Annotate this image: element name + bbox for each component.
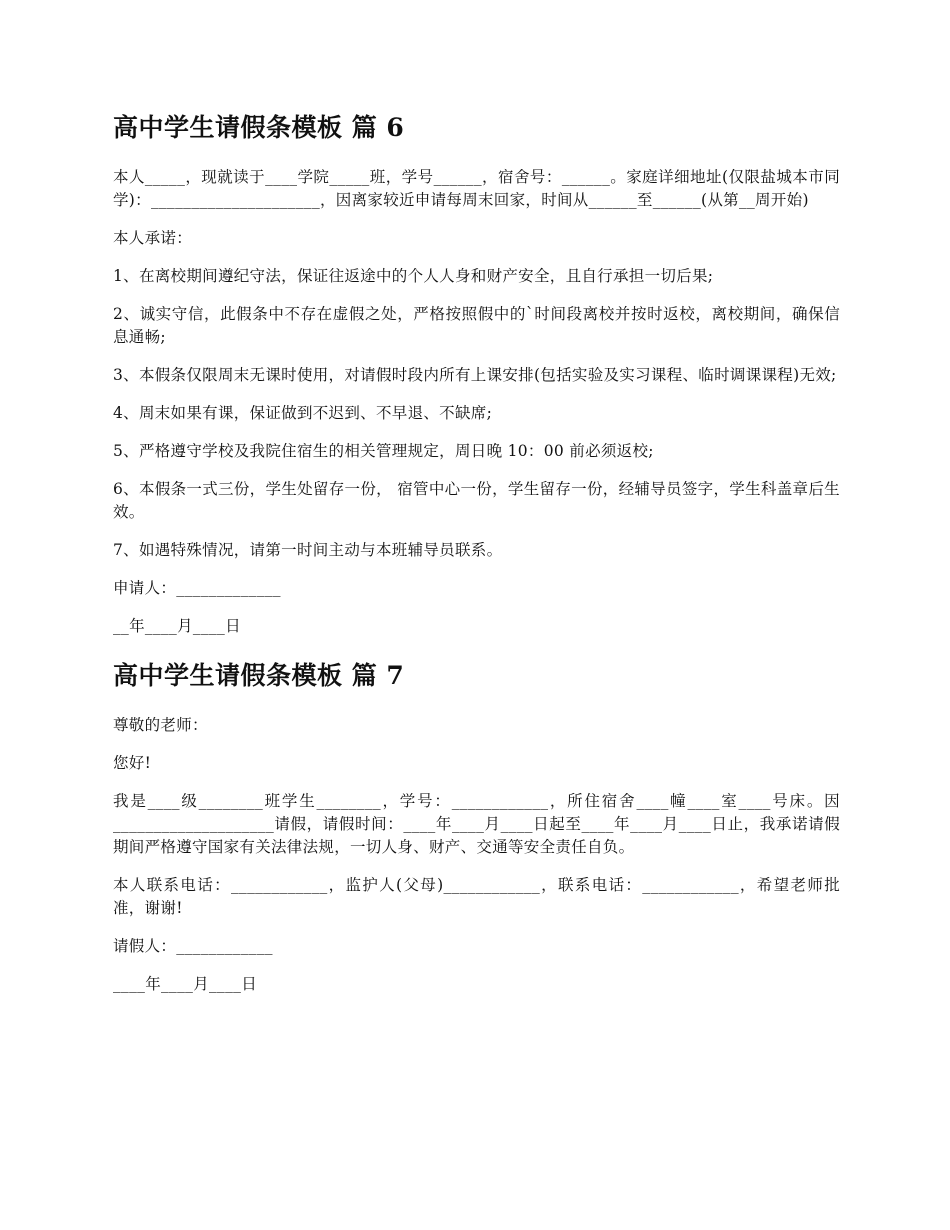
section-6-date-line: __年____月____日 — [113, 617, 241, 635]
section-7-body: 我是____级________班学生________，学号：____________，所住宿舍____幢____室____号床。因____________________请假，请假时间：____年____月____日起至____年____月____日止，我承诺请假期间严格遵守国家有关法律法规，一切人身、财产、交通等安全责任自负。 — [113, 792, 840, 856]
section-6-promise-6: 6、本假条一式三份，学生处留存一份， 宿管中心一份，学生留存一份，经辅导员签字，学生科盖章后生效。 — [113, 480, 840, 521]
section-6-promise-2: 2、诚实守信，此假条中不存在虚假之处，严格按照假中的`时间段离校并按时返校，离校期间，确保信息通畅; — [113, 305, 840, 346]
section-6-promise-heading: 本人承诺： — [113, 229, 193, 247]
section-6-student-info: 本人_____，现就读于____学院_____班，学号______，宿舍号：______。家庭详细地址(仅限盐城本市同学)：_____________________，因离家较近申请每周末回家，时间从______至______(从第__周开始) — [113, 168, 840, 209]
section-7-salutation: 尊敬的老师： — [113, 716, 208, 734]
section-6-promise-4: 4、周末如果有课，保证做到不迟到、不早退、不缺席; — [113, 404, 493, 422]
section-7-title: 高中学生请假条模板 篇 7 — [113, 661, 405, 690]
document-page — [113, 110, 840, 1011]
section-7-requester-line: 请假人：____________ — [113, 937, 273, 955]
section-6-promise-7: 7、如遇特殊情况，请第一时间主动与本班辅导员联系。 — [113, 541, 503, 559]
section-6-promise-5: 5、严格遵守学校及我院住宿生的相关管理规定，周日晚 10：00 前必须返校; — [113, 442, 654, 460]
section-6-promise-1: 1、在离校期间遵纪守法，保证往返途中的个人人身和财产安全，且自行承担一切后果; — [113, 267, 714, 285]
section-7-contact: 本人联系电话：____________，监护人(父母)____________，联系电话：____________，希望老师批准，谢谢! — [113, 876, 840, 917]
section-6-promise-3: 3、本假条仅限周末无课时使用，对请假时段内所有上课安排(包括实验及实习课程、临时调课课程)无效; — [113, 366, 837, 384]
section-7-greeting: 您好! — [113, 754, 152, 772]
section-6-title: 高中学生请假条模板 篇 6 — [113, 113, 405, 142]
section-6-applicant-line: 申请人：_____________ — [113, 579, 281, 597]
section-7-date-line: ____年____月____日 — [113, 975, 258, 993]
